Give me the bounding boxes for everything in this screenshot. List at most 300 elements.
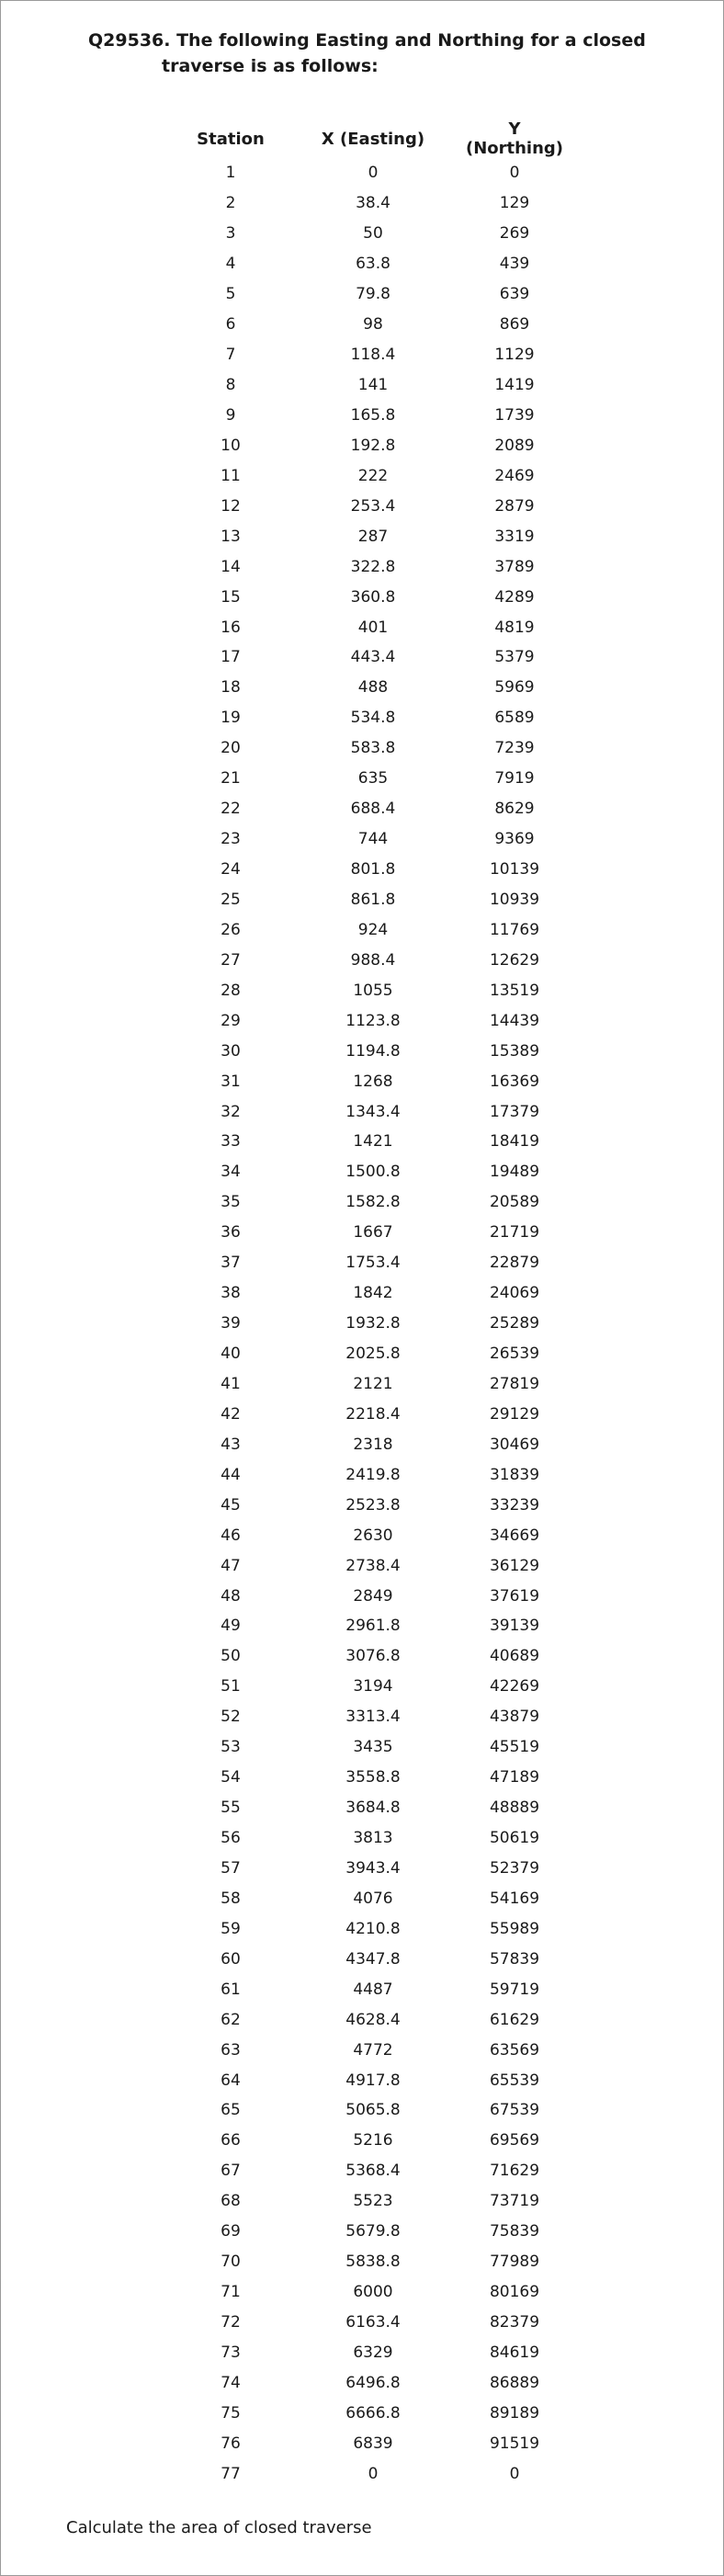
- easting-cell: 1055: [353, 981, 393, 1000]
- station-cell: 29: [221, 1011, 241, 1030]
- northing-cell: 22879: [489, 1254, 540, 1273]
- northing-cell: 57839: [489, 1949, 540, 1969]
- easting-cell: 1932.8: [345, 1314, 401, 1333]
- station-cell: 77: [221, 2464, 241, 2483]
- station-cell: 40: [221, 1345, 241, 1364]
- station-cell: 11: [221, 466, 241, 485]
- easting-cell: 5368.4: [345, 2162, 401, 2181]
- table-row: [173, 1278, 571, 1309]
- station-cell: 68: [221, 2192, 241, 2211]
- station-cell: 2: [225, 194, 236, 213]
- table-row: [173, 2186, 571, 2217]
- easting-cell: 2218.4: [345, 1404, 401, 1424]
- table-row: [173, 1854, 571, 1884]
- table-row: [173, 430, 571, 460]
- station-cell: 76: [221, 2434, 241, 2453]
- table-row: [173, 2065, 571, 2095]
- table-row: [173, 1490, 571, 1520]
- table-row: [173, 2247, 571, 2277]
- station-cell: 50: [221, 1647, 241, 1666]
- table-row: [173, 1157, 571, 1187]
- northing-cell: 11769: [489, 920, 540, 939]
- station-cell: 21: [221, 769, 241, 789]
- table-row: [173, 1550, 571, 1581]
- station-cell: 26: [221, 920, 241, 939]
- table-row: [173, 582, 571, 612]
- station-cell: 51: [221, 1677, 241, 1697]
- table-row: [173, 1187, 571, 1218]
- station-cell: 7: [225, 346, 236, 365]
- easting-cell: 4628.4: [345, 2010, 401, 2029]
- station-cell: 45: [221, 1495, 241, 1515]
- easting-cell: 3435: [353, 1738, 393, 1757]
- northing-cell: 2089: [494, 436, 535, 455]
- northing-cell: 21719: [489, 1223, 540, 1243]
- northing-cell: 37619: [489, 1586, 540, 1606]
- easting-cell: 1842: [353, 1284, 393, 1303]
- northing-cell: 65539: [489, 2071, 540, 2090]
- easting-cell: 4917.8: [345, 2071, 401, 2090]
- easting-cell: 3558.8: [345, 1768, 401, 1787]
- northing-cell: 129: [499, 194, 530, 213]
- station-cell: 70: [221, 2253, 241, 2272]
- northing-cell: 77989: [489, 2253, 540, 2272]
- station-cell: 44: [221, 1465, 241, 1484]
- station-cell: 53: [221, 1738, 241, 1757]
- station-cell: 59: [221, 1919, 241, 1938]
- station-cell: 34: [221, 1163, 241, 1182]
- northing-cell: 80169: [489, 2283, 540, 2302]
- easting-cell: 1343.4: [345, 1102, 401, 1121]
- northing-cell: 67539: [489, 2101, 540, 2120]
- table-row: [173, 2095, 571, 2126]
- easting-cell: 6496.8: [345, 2373, 401, 2392]
- northing-cell: 4289: [494, 587, 535, 607]
- easting-cell: 165.8: [350, 405, 396, 425]
- easting-cell: 2738.4: [345, 1556, 401, 1575]
- table-row: [173, 2035, 571, 2065]
- easting-cell: 1123.8: [345, 1011, 401, 1030]
- table-row: [173, 824, 571, 855]
- table-row: [173, 1036, 571, 1066]
- footer-instruction: Calculate the area of closed traverse: [66, 2518, 372, 2537]
- station-cell: 56: [221, 1829, 241, 1848]
- northing-cell: 7239: [494, 739, 535, 758]
- station-cell: 75: [221, 2403, 241, 2423]
- table-row: [173, 188, 571, 219]
- table-row: [173, 975, 571, 1005]
- table-row: [173, 1127, 571, 1157]
- station-cell: 1: [225, 164, 236, 183]
- easting-cell: 6163.4: [345, 2313, 401, 2332]
- easting-cell: 2849: [353, 1586, 393, 1606]
- station-cell: 31: [221, 1072, 241, 1091]
- easting-cell: 1667: [353, 1223, 393, 1243]
- northing-cell: 71629: [489, 2162, 540, 2181]
- northing-cell: 7919: [494, 769, 535, 789]
- easting-cell: 287: [357, 527, 389, 546]
- northing-cell: 9369: [494, 830, 535, 849]
- station-cell: 42: [221, 1404, 241, 1424]
- table-row: [173, 1005, 571, 1036]
- station-cell: 8: [225, 376, 236, 395]
- easting-cell: 0: [368, 164, 379, 183]
- northing-cell: 4819: [494, 618, 535, 637]
- station-cell: 28: [221, 981, 241, 1000]
- table-row: [173, 401, 571, 431]
- easting-cell: 4487: [353, 1980, 393, 1999]
- easting-cell: 5065.8: [345, 2101, 401, 2120]
- northing-cell: 86889: [489, 2373, 540, 2392]
- table-row: [173, 1581, 571, 1611]
- table-row: [173, 2428, 571, 2458]
- traverse-table: [173, 119, 571, 2489]
- table-row: [173, 1399, 571, 1429]
- easting-cell: 1194.8: [345, 1041, 401, 1061]
- easting-cell: 5523: [353, 2192, 393, 2211]
- northing-cell: 36129: [489, 1556, 540, 1575]
- table-row: [173, 1309, 571, 1339]
- station-cell: 64: [221, 2071, 241, 2090]
- easting-cell: 744: [357, 830, 389, 849]
- northing-cell: 269: [499, 224, 530, 244]
- station-cell: 9: [225, 405, 236, 425]
- table-row: [173, 370, 571, 401]
- easting-cell: 6329: [353, 2343, 393, 2362]
- table-row: [173, 219, 571, 249]
- easting-cell: 1753.4: [345, 1254, 401, 1273]
- station-cell: 72: [221, 2313, 241, 2332]
- easting-cell: 3684.8: [345, 1799, 401, 1818]
- northing-cell: 31839: [489, 1465, 540, 1484]
- station-cell: 12: [221, 496, 241, 516]
- table-row: [173, 612, 571, 642]
- easting-cell: 2419.8: [345, 1465, 401, 1484]
- northing-cell: 39139: [489, 1617, 540, 1636]
- table-row: [173, 794, 571, 824]
- station-cell: 67: [221, 2162, 241, 2181]
- station-cell: 16: [221, 618, 241, 637]
- station-cell: 18: [221, 678, 241, 698]
- question-line-1: Q29536. The following Easting and Northing for a closed: [88, 30, 646, 51]
- easting-cell: 2523.8: [345, 1495, 401, 1515]
- easting-cell: 801.8: [350, 860, 396, 879]
- table-row: [173, 2277, 571, 2308]
- table-row: [173, 2458, 571, 2489]
- station-cell: 48: [221, 1586, 241, 1606]
- station-cell: 73: [221, 2343, 241, 2362]
- northing-cell: 13519: [489, 981, 540, 1000]
- table-row: [173, 2367, 571, 2398]
- table-row: [173, 1459, 571, 1490]
- table-row: [173, 2126, 571, 2156]
- table-row: [173, 551, 571, 582]
- northing-cell: 27819: [489, 1374, 540, 1393]
- station-cell: 39: [221, 1314, 241, 1333]
- table-row: [173, 1944, 571, 1974]
- station-cell: 24: [221, 860, 241, 879]
- easting-cell: 2630: [353, 1526, 393, 1545]
- easting-cell: 2121: [353, 1374, 393, 1393]
- station-cell: 47: [221, 1556, 241, 1575]
- easting-cell: 401: [357, 618, 389, 637]
- station-cell: 13: [221, 527, 241, 546]
- northing-cell: 10939: [489, 890, 540, 909]
- northing-cell: 2469: [494, 466, 535, 485]
- northing-cell: 55989: [489, 1919, 540, 1938]
- northing-cell: 40689: [489, 1647, 540, 1666]
- table-row: [173, 521, 571, 551]
- station-cell: 38: [221, 1284, 241, 1303]
- station-cell: 63: [221, 2040, 241, 2060]
- northing-cell: 26539: [489, 1345, 540, 1364]
- table-row: [173, 1248, 571, 1278]
- northing-cell: 61629: [489, 2010, 540, 2029]
- table-row: [173, 1823, 571, 1854]
- easting-cell: 2961.8: [345, 1617, 401, 1636]
- easting-cell: 1268: [353, 1072, 393, 1091]
- northing-cell: 45519: [489, 1738, 540, 1757]
- station-cell: 10: [221, 436, 241, 455]
- easting-cell: 50: [363, 224, 383, 244]
- table-row: [173, 2004, 571, 2035]
- easting-cell: 253.4: [350, 496, 396, 516]
- northing-cell: 16369: [489, 1072, 540, 1091]
- easting-cell: 141: [357, 376, 389, 395]
- easting-cell: 488: [357, 678, 389, 698]
- station-cell: 20: [221, 739, 241, 758]
- easting-cell: 118.4: [350, 346, 396, 365]
- station-cell: 36: [221, 1223, 241, 1243]
- table-row: [173, 1520, 571, 1550]
- northing-cell: 33239: [489, 1495, 540, 1515]
- easting-cell: 3076.8: [345, 1647, 401, 1666]
- northing-cell: 2879: [494, 496, 535, 516]
- easting-cell: 635: [357, 769, 389, 789]
- table-row: [173, 1702, 571, 1732]
- table-row: [173, 1732, 571, 1763]
- northing-cell: 47189: [489, 1768, 540, 1787]
- easting-cell: 4210.8: [345, 1919, 401, 1938]
- easting-cell: 3313.4: [345, 1708, 401, 1727]
- table-row: [173, 491, 571, 521]
- easting-cell: 861.8: [350, 890, 396, 909]
- table-row: [173, 1429, 571, 1459]
- easting-cell: 2025.8: [345, 1345, 401, 1364]
- station-cell: 32: [221, 1102, 241, 1121]
- table-row: [173, 885, 571, 915]
- station-cell: 41: [221, 1374, 241, 1393]
- station-cell: 49: [221, 1617, 241, 1636]
- table-row: [173, 310, 571, 340]
- easting-cell: 3194: [353, 1677, 393, 1697]
- northing-cell: 5379: [494, 648, 535, 667]
- station-cell: 25: [221, 890, 241, 909]
- easting-cell: 192.8: [350, 436, 396, 455]
- northing-cell: 34669: [489, 1526, 540, 1545]
- northing-cell: 1739: [494, 405, 535, 425]
- table-row: [173, 1763, 571, 1793]
- easting-cell: 3943.4: [345, 1858, 401, 1878]
- northing-cell: 43879: [489, 1708, 540, 1727]
- table-row: [173, 2338, 571, 2368]
- easting-cell: 924: [357, 920, 389, 939]
- northing-cell: 63569: [489, 2040, 540, 2060]
- northing-cell: 91519: [489, 2434, 540, 2453]
- table-row: [173, 2308, 571, 2338]
- station-cell: 15: [221, 587, 241, 607]
- northing-cell: 82379: [489, 2313, 540, 2332]
- northing-cell: 84619: [489, 2343, 540, 2362]
- table-row: [173, 855, 571, 885]
- northing-cell: 20589: [489, 1193, 540, 1212]
- easting-cell: 6000: [353, 2283, 393, 2302]
- northing-cell: 18419: [489, 1132, 540, 1152]
- station-cell: 69: [221, 2222, 241, 2241]
- table-row: [173, 1641, 571, 1672]
- northing-cell: 15389: [489, 1041, 540, 1061]
- station-cell: 19: [221, 709, 241, 728]
- easting-cell: 443.4: [350, 648, 396, 667]
- northing-cell: 439: [499, 255, 530, 274]
- northing-cell: 73719: [489, 2192, 540, 2211]
- table-row: [173, 340, 571, 370]
- question-line-2: traverse is as follows:: [162, 56, 379, 76]
- easting-cell: 1421: [353, 1132, 393, 1152]
- northing-cell: 1129: [494, 346, 535, 365]
- station-cell: 37: [221, 1254, 241, 1273]
- easting-cell: 4076: [353, 1889, 393, 1908]
- table-row: [173, 460, 571, 491]
- northing-cell: 29129: [489, 1404, 540, 1424]
- northing-cell: 50619: [489, 1829, 540, 1848]
- table-row: [173, 1793, 571, 1823]
- northing-cell: 89189: [489, 2403, 540, 2423]
- station-cell: 14: [221, 557, 241, 576]
- easting-cell: 360.8: [350, 587, 396, 607]
- northing-cell: 0: [509, 164, 520, 183]
- station-cell: 30: [221, 1041, 241, 1061]
- station-cell: 60: [221, 1949, 241, 1969]
- easting-cell: 534.8: [350, 709, 396, 728]
- table-row: [173, 2217, 571, 2247]
- header-easting: X (Easting): [321, 129, 425, 149]
- station-cell: 74: [221, 2373, 241, 2392]
- table-row: [173, 1369, 571, 1400]
- easting-cell: 5216: [353, 2131, 393, 2150]
- easting-cell: 63.8: [356, 255, 390, 274]
- northing-cell: 17379: [489, 1102, 540, 1121]
- northing-cell: 59719: [489, 1980, 540, 1999]
- northing-cell: 8629: [494, 800, 535, 819]
- station-cell: 58: [221, 1889, 241, 1908]
- station-cell: 54: [221, 1768, 241, 1787]
- station-cell: 61: [221, 1980, 241, 1999]
- table-row: [173, 1066, 571, 1096]
- northing-cell: 42269: [489, 1677, 540, 1697]
- easting-cell: 6666.8: [345, 2403, 401, 2423]
- station-cell: 17: [221, 648, 241, 667]
- northing-cell: 54169: [489, 1889, 540, 1908]
- northing-cell: 3319: [494, 527, 535, 546]
- easting-cell: 38.4: [356, 194, 390, 213]
- table-row: [173, 1974, 571, 2004]
- header-station: Station: [197, 129, 265, 149]
- station-cell: 66: [221, 2131, 241, 2150]
- northing-cell: 0: [509, 2464, 520, 2483]
- easting-cell: 3813: [353, 1829, 393, 1848]
- easting-cell: 5679.8: [345, 2222, 401, 2241]
- station-cell: 62: [221, 2010, 241, 2029]
- table-row: [173, 158, 571, 188]
- easting-cell: 322.8: [350, 557, 396, 576]
- station-cell: 55: [221, 1799, 241, 1818]
- northing-cell: 12629: [489, 950, 540, 970]
- station-cell: 5: [225, 285, 236, 304]
- easting-cell: 2318: [353, 1435, 393, 1454]
- northing-cell: 69569: [489, 2131, 540, 2150]
- northing-cell: 75839: [489, 2222, 540, 2241]
- northing-cell: 52379: [489, 1858, 540, 1878]
- table-row: [173, 1913, 571, 1944]
- easting-cell: 583.8: [350, 739, 396, 758]
- easting-cell: 79.8: [356, 285, 390, 304]
- northing-cell: 14439: [489, 1011, 540, 1030]
- easting-cell: 988.4: [350, 950, 396, 970]
- table-row: [173, 2156, 571, 2186]
- easting-cell: 6839: [353, 2434, 393, 2453]
- station-cell: 35: [221, 1193, 241, 1212]
- station-cell: 43: [221, 1435, 241, 1454]
- easting-cell: 4347.8: [345, 1949, 401, 1969]
- easting-cell: 0: [368, 2464, 379, 2483]
- table-row: [173, 1218, 571, 1248]
- table-row: [173, 1672, 571, 1702]
- northing-cell: 19489: [489, 1163, 540, 1182]
- table-row: [173, 733, 571, 764]
- easting-cell: 4772: [353, 2040, 393, 2060]
- station-cell: 46: [221, 1526, 241, 1545]
- station-cell: 65: [221, 2101, 241, 2120]
- table-row: [173, 945, 571, 975]
- table-row: [173, 642, 571, 673]
- table-row: [173, 279, 571, 310]
- station-cell: 52: [221, 1708, 241, 1727]
- northing-cell: 10139: [489, 860, 540, 879]
- table-row: [173, 249, 571, 279]
- table-body: [173, 158, 571, 2489]
- northing-cell: 1419: [494, 376, 535, 395]
- northing-cell: 30469: [489, 1435, 540, 1454]
- station-cell: 4: [225, 255, 236, 274]
- station-cell: 22: [221, 800, 241, 819]
- easting-cell: 222: [357, 466, 389, 485]
- station-cell: 27: [221, 950, 241, 970]
- table-row: [173, 1339, 571, 1369]
- table-row: [173, 1883, 571, 1913]
- easting-cell: 688.4: [350, 800, 396, 819]
- northing-cell: 5969: [494, 678, 535, 698]
- table-row: [173, 1611, 571, 1641]
- station-cell: 6: [225, 315, 236, 335]
- table-row: [173, 673, 571, 703]
- northing-cell: 48889: [489, 1799, 540, 1818]
- northing-cell: 25289: [489, 1314, 540, 1333]
- northing-cell: 24069: [489, 1284, 540, 1303]
- station-cell: 33: [221, 1132, 241, 1152]
- station-cell: 71: [221, 2283, 241, 2302]
- easting-cell: 5838.8: [345, 2253, 401, 2272]
